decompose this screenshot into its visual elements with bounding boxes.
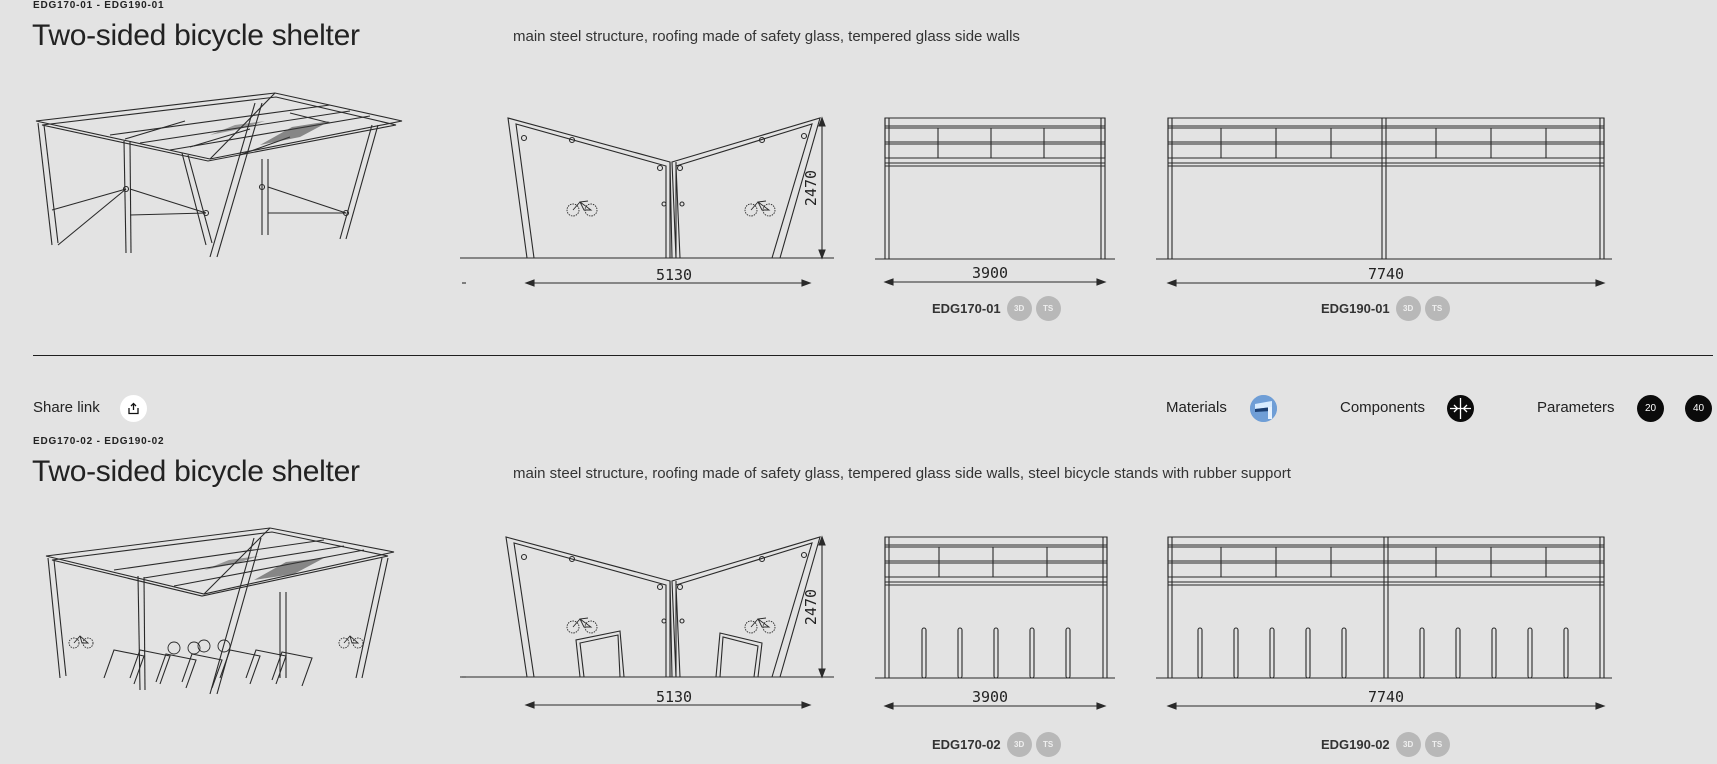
3d-button[interactable]: 3D <box>1396 296 1421 321</box>
share-link-label: Share link <box>33 399 100 416</box>
3d-button[interactable]: 3D <box>1007 296 1032 321</box>
product-title: Two-sided bicycle shelter <box>32 19 360 52</box>
components-button[interactable] <box>1447 395 1474 422</box>
front-view-small-drawing[interactable] <box>875 535 1115 710</box>
height-dimension: 2470 <box>802 169 820 207</box>
ts-button[interactable]: TS <box>1425 296 1450 321</box>
ts-button[interactable]: TS <box>1036 296 1061 321</box>
variant-edg170-01 <box>932 296 1061 321</box>
product-code: EDG170-01 - EDG190-01 <box>33 0 165 11</box>
variant-code: EDG190-01 <box>1321 301 1390 316</box>
front-view-large-drawing[interactable] <box>1156 535 1616 710</box>
3d-button[interactable]: 3D <box>1396 732 1421 757</box>
product-title: Two-sided bicycle shelter <box>32 455 360 488</box>
material-swatch-icon <box>1250 395 1277 422</box>
share-button[interactable] <box>120 395 147 422</box>
front-view-small-drawing[interactable] <box>875 115 1115 290</box>
product-toolbar <box>0 393 1717 423</box>
large-width-dimension: 7740 <box>1367 688 1405 706</box>
components-label: Components <box>1340 399 1426 416</box>
side-width-dimension: 5130 <box>655 266 693 284</box>
parameter-option-20[interactable]: 20 <box>1637 395 1664 422</box>
front-view-large-drawing[interactable] <box>1156 115 1616 290</box>
product-description: main steel structure, roofing made of safety glass, tempered glass side walls, steel bicycle stands with rubber support <box>513 465 1291 482</box>
side-width-dimension: 5130 <box>655 688 693 706</box>
ts-button[interactable]: TS <box>1036 732 1061 757</box>
share-icon <box>127 402 140 415</box>
parameters-label: Parameters <box>1537 399 1615 416</box>
small-width-dimension: 3900 <box>971 264 1009 282</box>
variant-edg190-02 <box>1321 732 1450 757</box>
product-edg-02 <box>0 435 1717 764</box>
small-width-dimension: 3900 <box>971 688 1009 706</box>
variant-code: EDG170-01 <box>932 301 1001 316</box>
parameter-option-40[interactable]: 40 <box>1685 395 1712 422</box>
materials-label: Materials <box>1166 399 1227 416</box>
variant-code: EDG190-02 <box>1321 737 1390 752</box>
product-description: main steel structure, roofing made of safety glass, tempered glass side walls <box>513 28 1020 45</box>
isometric-view-drawing[interactable] <box>44 528 414 738</box>
height-dimension: 2470 <box>802 588 820 626</box>
variant-edg190-01 <box>1321 296 1450 321</box>
variant-code: EDG170-02 <box>932 737 1001 752</box>
components-icon <box>1450 398 1471 419</box>
product-code: EDG170-02 - EDG190-02 <box>33 436 165 447</box>
section-divider <box>33 355 1713 356</box>
large-width-dimension: 7740 <box>1367 265 1405 283</box>
materials-button[interactable] <box>1250 395 1277 422</box>
side-view-drawing[interactable] <box>460 112 840 292</box>
variant-edg170-02 <box>932 732 1061 757</box>
3d-button[interactable]: 3D <box>1007 732 1032 757</box>
isometric-view-drawing[interactable] <box>30 85 420 290</box>
side-view-drawing[interactable] <box>460 535 840 715</box>
product-edg-01 <box>0 0 1717 355</box>
ts-button[interactable]: TS <box>1425 732 1450 757</box>
